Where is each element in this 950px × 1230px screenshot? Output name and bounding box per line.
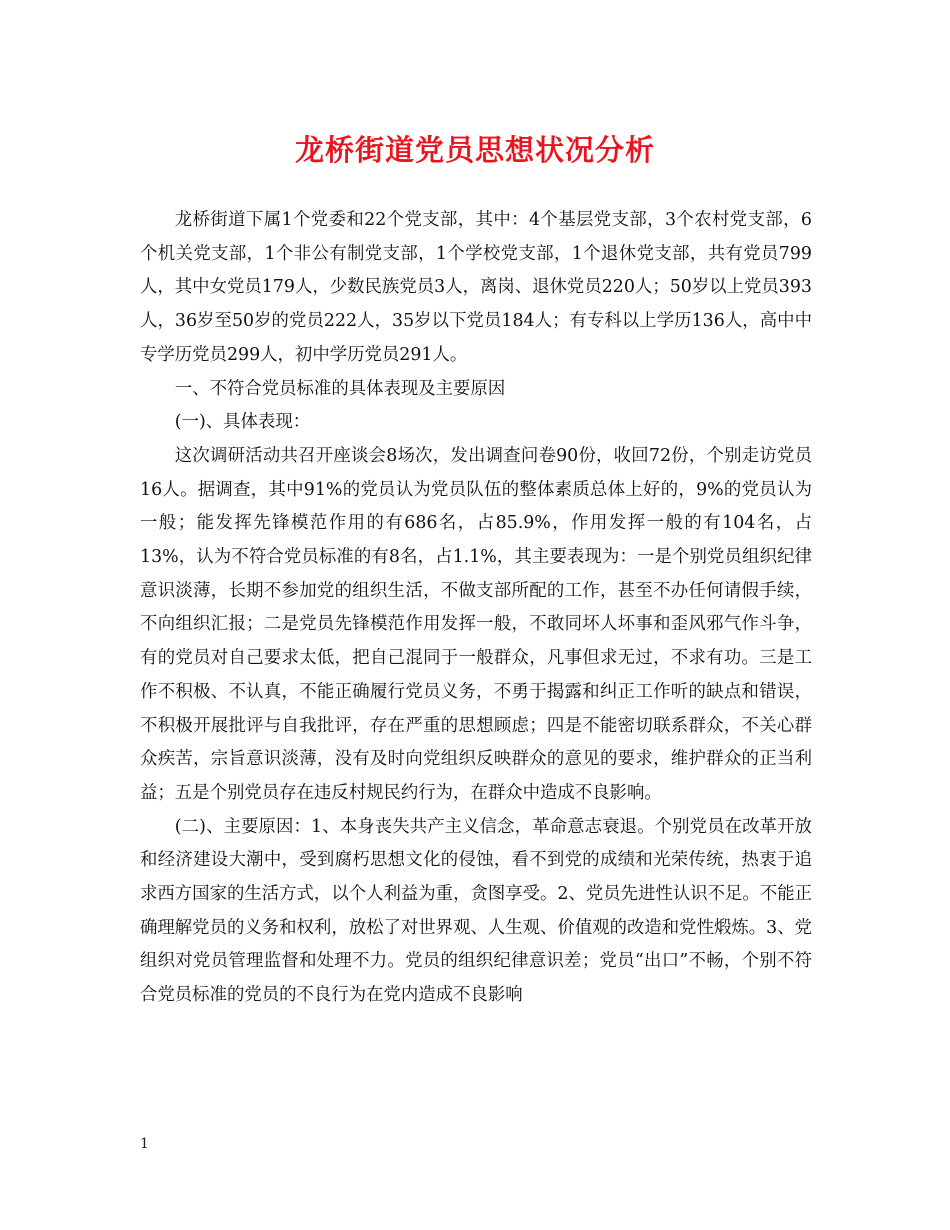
paragraph-overview: 龙桥街道下属1个党委和22个党支部，其中：4个基层党支部，3个农村党支部，6个机关党支部，1个非公有制党支部，1个学校党支部，1个退休党支部，共有党员799人，其中女党员179人，少数民族党员3人，离岗、退休党员220人；50岁以上党员393人，36岁至50岁的党员222人，35岁以下党员184人；有专科以上学历136人，高中中专学历党员299人，初中学历党员291人。 xyxy=(140,210,812,365)
document-body xyxy=(140,204,812,1013)
paragraph-findings: 这次调研活动共召开座谈会8场次，发出调查问卷90份，收回72份，个别走访党员16人。据调查，其中91%的党员认为党员队伍的整体素质总体上好的，9%的党员认为一般；能发挥先锋模范作用的有686名，占85.9%，作用发挥一般的有104名，占13%，认为不符合党员标准的有8名，占1.1%，其主要表现为：一是个别党员组织纪律意识淡薄，长期不参加党的组织生活，不做支部所配的工作，甚至不办任何请假手续，不向组织汇报；二是党员先锋模范作用发挥一般，不敢同坏人坏事和歪风邪气作斗争，有的党员对自己要求太低，把自己混同于一般群众，凡事但求无过，不求有功。三是工作不积极、不认真，不能正确履行党员义务，不勇于揭露和纠正工作听的缺点和错误，不积极开展批评与自我批评，存在严重的思想顾虑；四是不能密切联系群众，不关心群众疾苦，宗旨意识淡薄，没有及时向党组织反映群众的意见的要求，维护群众的正当利益；五是个别党员存在违反村规民约行为，在群众中造成不良影响。 xyxy=(140,445,812,803)
paragraph-causes: (二)、主要原因：1、本身丧失共产主义信念，革命意志衰退。个别党员在改革开放和经济建设大潮中，受到腐朽思想文化的侵蚀，看不到党的成绩和光荣传统，热衷于追求西方国家的生活方式，以个人利益为重，贪图享受。2、党员先进性认识不足。不能正确理解党员的义务和权利，放松了对世界观、人生观、价值观的改造和党性煅炼。3、党组织对党员管理监督和处理不力。党员的组织纪律意识差；党员“出口”不畅，个别不符合党员标准的党员的不良行为在党内造成不良影响 xyxy=(140,816,812,1006)
subsection-heading: (一)、具体表现： xyxy=(174,412,311,433)
section-heading: 一、不符合党员标准的具体表现及主要原因 xyxy=(174,378,506,399)
document-title: 龙桥街道党员思想状况分析 xyxy=(294,133,655,167)
page-number: 1 xyxy=(140,1136,149,1152)
